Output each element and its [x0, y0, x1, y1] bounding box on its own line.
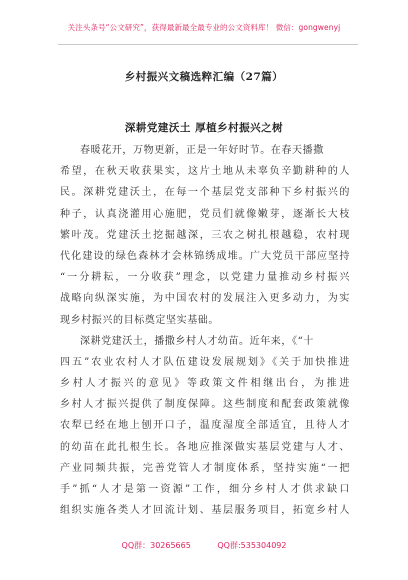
article-body	[60, 140, 350, 521]
paragraph-line: 春暖花开，万物更新，正是一年好时节。在春天播撒	[80, 145, 324, 156]
qq-group-label-2: QQ群:535304092	[217, 541, 287, 550]
paragraph-line: 民。深耕党建沃土，在每一个基层党支部种下乡村振兴的	[60, 187, 350, 199]
paragraph-line: 战略向纵深实施，为中国农村的发展注入更多动力，为实	[60, 293, 350, 305]
document-title: 乡村振兴文稿选粹汇编（27篇）	[124, 71, 284, 83]
paragraph-line: 代化建设的绿色森林才会林锦绣成堆。广大党员干部应坚持	[60, 250, 350, 262]
header-banner: 关注头条号“公文研究”，获得最新最全最专业的公文资料库！ 微信：gongwenyj	[67, 23, 341, 32]
paragraph-line: 希望，在秋天收获果实，这片土地从未辜负辛勤耕种的人	[60, 166, 350, 178]
paragraph-line: 组织实施各类人才回流计划、基层服务项目，拓宽乡村人	[60, 505, 350, 517]
paragraph-line: 乡村人才振兴的意见》等政策文件相继出台，为推进	[60, 378, 350, 390]
page-footer	[0, 540, 408, 551]
paragraph-line: “一分耕耘，一分收获”理念，以党建力量推动乡村振兴	[60, 272, 350, 284]
paragraph-line: 四五”农业农村人才队伍建设发展规划》《关于加快推进	[60, 356, 350, 368]
header-divider	[58, 44, 358, 45]
paragraph-line: 乡村人才振兴提供了制度保障。这些制度和配套政策就像	[60, 399, 350, 411]
paragraph-line: 深耕党建沃土，播撒乡村人才幼苗。近年来，《“十	[80, 335, 314, 347]
paragraph-line: 现乡村振兴的目标奠定坚实基础。	[60, 314, 219, 326]
qq-group-label: QQ群：30265665	[121, 541, 191, 550]
paragraph-line: 农犁已经在地上刨开口子，温度湿度全部适宜，且待人才	[60, 420, 350, 432]
paragraph-line: 产业同频共振，完善党管人才制度体系，坚持实施“一把	[60, 462, 350, 474]
paragraph-line: 手”抓“人才是第一资源”工作，细分乡村人才供求缺口	[60, 484, 350, 495]
paragraph-line: 种子，认真浇灌用心施肥，党员们就像嫩芽，逐渐长大枝	[60, 208, 350, 220]
article-title: 深耕党建沃土 厚植乡村振兴之树	[124, 122, 284, 134]
paragraph-line: 繁叶茂。党建沃土挖掘越深，三农之树扎根越稳，农村现	[60, 229, 350, 241]
paragraph-line: 的幼苗在此扎根生长。各地应推深做实基层党建与人才、	[60, 441, 350, 453]
